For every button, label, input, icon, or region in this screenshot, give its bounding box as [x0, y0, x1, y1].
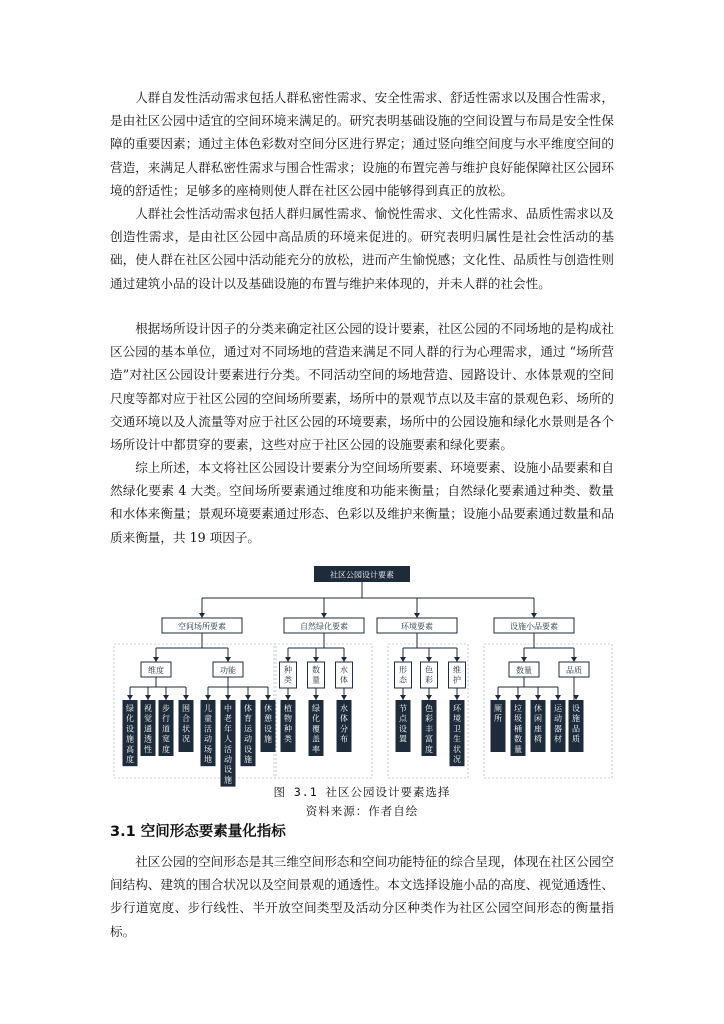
design-elements-diagram — [106, 560, 618, 785]
arrow-head-icon — [153, 657, 159, 662]
paragraph-4: 综上所述，本文将社区公园设计要素分为空间场所要素、环境要素、设施小品要素和自然绿化要素 4 大类。空间场所要素通过维度和功能来衡量；自然绿化要素通过种类、数量和水体来衡量；景观环境要素通过形态、色彩以及维护来衡量；设施小品要素通过数量和品质来衡量，共 19 项因子。 — [110, 460, 614, 545]
leaf-node-label: 植物种类 — [284, 704, 292, 744]
leaf-node-label: 休憩设施 — [264, 704, 272, 744]
arrow-head-icon — [225, 657, 231, 662]
arrow-head-icon — [555, 695, 561, 700]
section-heading: 3.1 空间形态要素量化指标 — [110, 824, 286, 840]
leaf-node-label: 中老年人活动设施 — [224, 704, 232, 785]
arrow-head-icon — [426, 695, 432, 700]
paragraph-1: 人群自发性活动需求包括人群私密性需求、安全性需求、舒适性需求以及围合性需求，是由社区公园中适宜的空间环境来满足的。研究表明基础设施的空间设置与布局是安全性保障的重要因素；通过主体色彩数对空间分区进行界定；通过竖向维空间度与水平维度空间的营造，来满足人群私密性需求与围合性需求；设施的布置完善与维护良好能保障社区公园环境的舒适性；足够多的座椅则使人群在社区公园中能够得到真正的放松。 — [110, 90, 614, 198]
arrow-head-icon — [285, 695, 291, 700]
sub-node-label: 功能 — [220, 665, 236, 675]
sub-node-label: 色彩 — [425, 665, 433, 685]
arrow-head-icon — [495, 695, 501, 700]
leaf-node-label: 绿化设施高度 — [126, 704, 134, 764]
arrow-head-icon — [515, 695, 521, 700]
leaf-node-label: 体育运动设施 — [244, 704, 252, 764]
category-label: 自然绿化要素 — [300, 621, 348, 631]
leaf-node-label: 围合状况 — [182, 704, 190, 744]
leaf-node-label: 厕所 — [494, 704, 502, 724]
figure-caption: 图 3.1 社区公园设计要素选择 — [273, 785, 451, 799]
leaf-node-label: 儿童活动场地 — [204, 704, 212, 764]
leaf-node-label: 休闲座椅 — [534, 704, 542, 744]
sub-node-label: 种类 — [284, 665, 292, 685]
leaf-node-label: 设施品质 — [572, 704, 580, 744]
arrow-head-icon — [454, 657, 460, 662]
category-label: 设施小品要素 — [510, 621, 558, 631]
paragraph-5: 社区公园的空间形态是其三维空间形态和空间功能特征的综合呈现，体现在社区公园空间结构、建筑的围合状况以及空间景观的通透性。本文选择设施小品的高度、视觉通透性、步行道宽度、步行线性、半开放空间类型及活动分区种类作为社区公园空间形态的衡量指标。 — [110, 854, 614, 939]
arrow-head-icon — [265, 695, 271, 700]
leaf-node-label: 运动器材 — [554, 704, 562, 744]
arrow-head-icon — [454, 695, 460, 700]
leaf-node-label: 环境卫生状况 — [453, 704, 461, 764]
arrow-head-icon — [571, 657, 577, 662]
arrow-head-icon — [199, 613, 205, 618]
arrow-head-icon — [205, 695, 211, 700]
sub-node-label: 数量 — [516, 665, 532, 675]
arrow-head-icon — [341, 695, 347, 700]
sub-node-label: 数量 — [312, 665, 320, 685]
arrow-head-icon — [521, 657, 527, 662]
sub-node-label: 维护 — [453, 665, 461, 685]
arrow-head-icon — [400, 695, 406, 700]
diagram-nodes — [123, 566, 590, 787]
arrow-head-icon — [285, 657, 291, 662]
leaf-node-label: 绿化覆盖率 — [312, 704, 320, 754]
arrow-head-icon — [313, 657, 319, 662]
leaf-node-label: 视觉通透性 — [144, 704, 152, 754]
arrow-head-icon — [535, 695, 541, 700]
arrow-head-icon — [341, 657, 347, 662]
figure-source: 资料来源：作者自绘 — [305, 804, 419, 818]
root-node-label: 社区公园设计要素 — [330, 570, 394, 580]
arrow-head-icon — [531, 613, 537, 618]
category-label: 环境要素 — [401, 621, 433, 631]
arrow-head-icon — [400, 657, 406, 662]
leaf-node-label: 步行道宽度 — [162, 704, 170, 754]
arrow-head-icon — [426, 657, 432, 662]
arrow-head-icon — [127, 695, 133, 700]
category-label: 空间场所要素 — [178, 621, 226, 631]
arrow-head-icon — [183, 695, 189, 700]
arrow-head-icon — [245, 695, 251, 700]
leaf-node-label: 垃圾桶数量 — [514, 704, 522, 754]
arrow-head-icon — [321, 613, 327, 618]
leaf-node-label: 水体分布 — [340, 704, 348, 744]
paragraph-2: 人群社会性活动需求包括人群归属性需求、愉悦性需求、文化性需求、品质性需求以及创造性需求，是由社区公园中高品质的环境来促进的。研究表明归属性是社会性活动的基础，使人群在社区公园中活动能充分的放松，进而产生愉悦感；文化性、品质性与创造性则通过建筑小品的设计以及基础设施的布置与维护来体现的，并未人群的社会性。 — [110, 206, 614, 291]
sub-node-label: 水体 — [340, 665, 348, 685]
arrow-head-icon — [163, 695, 169, 700]
sub-node-label: 形态 — [399, 665, 407, 685]
paragraph-3: 根据场所设计因子的分类来确定社区公园的设计要素，社区公园的不同场地的是构成社区公园的基本单位，通过对不同场地的营造来满足不同人群的行为心理需求，通过 “场所营造”对社区公园设计要素进行分类。不同活动空间的场地营造、园路设计、水体景观的空间尺度等都对应于社区公园的空间场所要素，场所中的景观节点以及丰富的景观色彩、场所的交通环境以及人流量等对应于社区公园的环境要素，场所中的公园设施和绿化水景则是各个场所设计中都贯穿的要素，这些对应于社区公园的设施要素和绿化要素。 — [110, 321, 614, 453]
leaf-node-label: 节点设置 — [399, 704, 407, 744]
sub-node-label: 品质 — [566, 665, 582, 675]
arrow-head-icon — [313, 695, 319, 700]
sub-node-label: 维度 — [148, 665, 164, 675]
arrow-head-icon — [414, 613, 420, 618]
leaf-node-label: 色彩丰富度 — [425, 704, 433, 754]
arrow-head-icon — [145, 695, 151, 700]
arrow-head-icon — [225, 695, 231, 700]
